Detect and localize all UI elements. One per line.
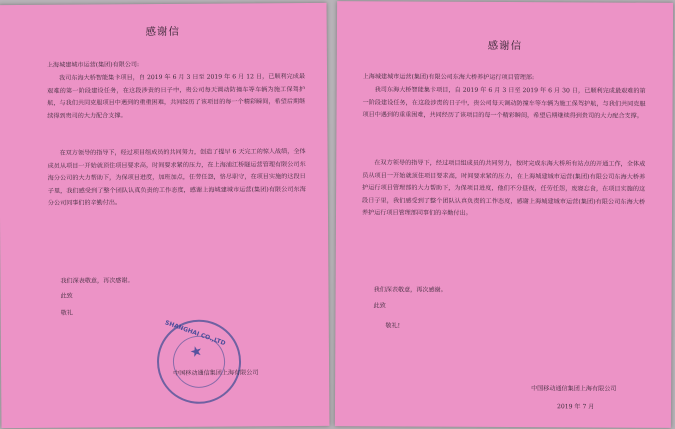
seal-text: SHANGHAI CO.,LTD bbox=[163, 319, 227, 348]
closing-salutation: 此致 bbox=[373, 302, 386, 310]
right-letter bbox=[335, 1, 673, 428]
letter-title: 感谢信 bbox=[487, 39, 523, 53]
letter-paragraph-2: 在双方领导的指导下，经过项目组成员的共同努力，按时完成东海大桥所有站点的开通工作，全体成员从项目一开始就顶住项目要求高，时间要求紧的压力，在上海城建城市运营(集团)有限公司东海大桥养护运行项目管理部的大力帮助下，为保项目进度，他们不分昼夜，任劳任怨，废寝忘食，在项目实施的这段日子里，我们感受到了整个团队认真负责的工作态度，感谢上海城建城市运营(集团)有限公司东海大桥养护运行项目管理部同事们的辛勤付出。 bbox=[361, 159, 646, 218]
closing-salutation: 此致 bbox=[60, 292, 73, 300]
letter-paragraph-3: 我们深表敬意，再次感谢。 bbox=[60, 277, 134, 285]
letter-paragraph-1: 我司东海大桥智能集卡项目，自 2019 年 6 月 3 日至 2019 年 6 月 30 日，已顺利完成最艰难的第一阶段建设任务，在这段涉责的日子中，贵公司每天调动防撞车等车辆为施工保驾护航，与我们共同克服项目中遇到的重重困难，共同经历了该项目的每一个精彩瞬间，希望后期继续得到贵司的大力配合支撑。 bbox=[362, 86, 646, 120]
left-letter bbox=[0, 3, 329, 428]
signature-company: 中国移动通信集团上海有限公司 bbox=[531, 385, 617, 393]
signature-company: 中国移动通信集团上海有限公司 bbox=[173, 369, 259, 377]
letter-date: 2019 年 7 月 bbox=[556, 403, 595, 411]
letter-title: 感谢信 bbox=[145, 25, 181, 39]
letter-recipient: 上海城建城市运营(集团)有限公司东海大桥养护运行项目管理部: bbox=[362, 73, 535, 82]
company-seal bbox=[147, 310, 250, 413]
letter-paragraph-2: 在双方领导的指导下，经过项目组成员的共同努力，创造了提早 6 天完工的惊人战绩，全体成员从项目一开始就顶住项目要求高，时间要求紧的压力，在上海浦江桥隧运营管理有限公司东海分公司的大力帮助下，为保项目进度，加班加点，任劳任怨，恪尽职守，在项目实施的这段日子里，我们感受到了整个团队认真负责的工作态度，感谢上海城建城市运营(集团)有限公司东海分公司同事们的辛勤付出。 bbox=[47, 148, 306, 208]
seal-star-icon: ★ bbox=[188, 342, 205, 362]
letter-paragraph-1: 我司东海大桥智能集卡项目，自 2019 年 6 月 3 日至 2019 年 6 月 12 日，已顺利完成最艰难的第一阶段建设任务，在这段涉责的日子中，贵公司每天调动防撞车等车辆为施工保驾护航，与我们共同克服项目中遇到的重重困难，共同经历了该项目的每一个精彩瞬间，希望后期继续得到贵司的大力配合支撑。 bbox=[47, 73, 306, 120]
closing-regards: 敬礼 bbox=[60, 309, 73, 317]
letter-paragraph-3: 我们深表敬意，再次感谢。 bbox=[373, 286, 447, 294]
letter-recipient: 上海城建城市运营(集团)有限公司: bbox=[46, 61, 140, 69]
closing-regards: 敬礼! bbox=[385, 322, 401, 330]
